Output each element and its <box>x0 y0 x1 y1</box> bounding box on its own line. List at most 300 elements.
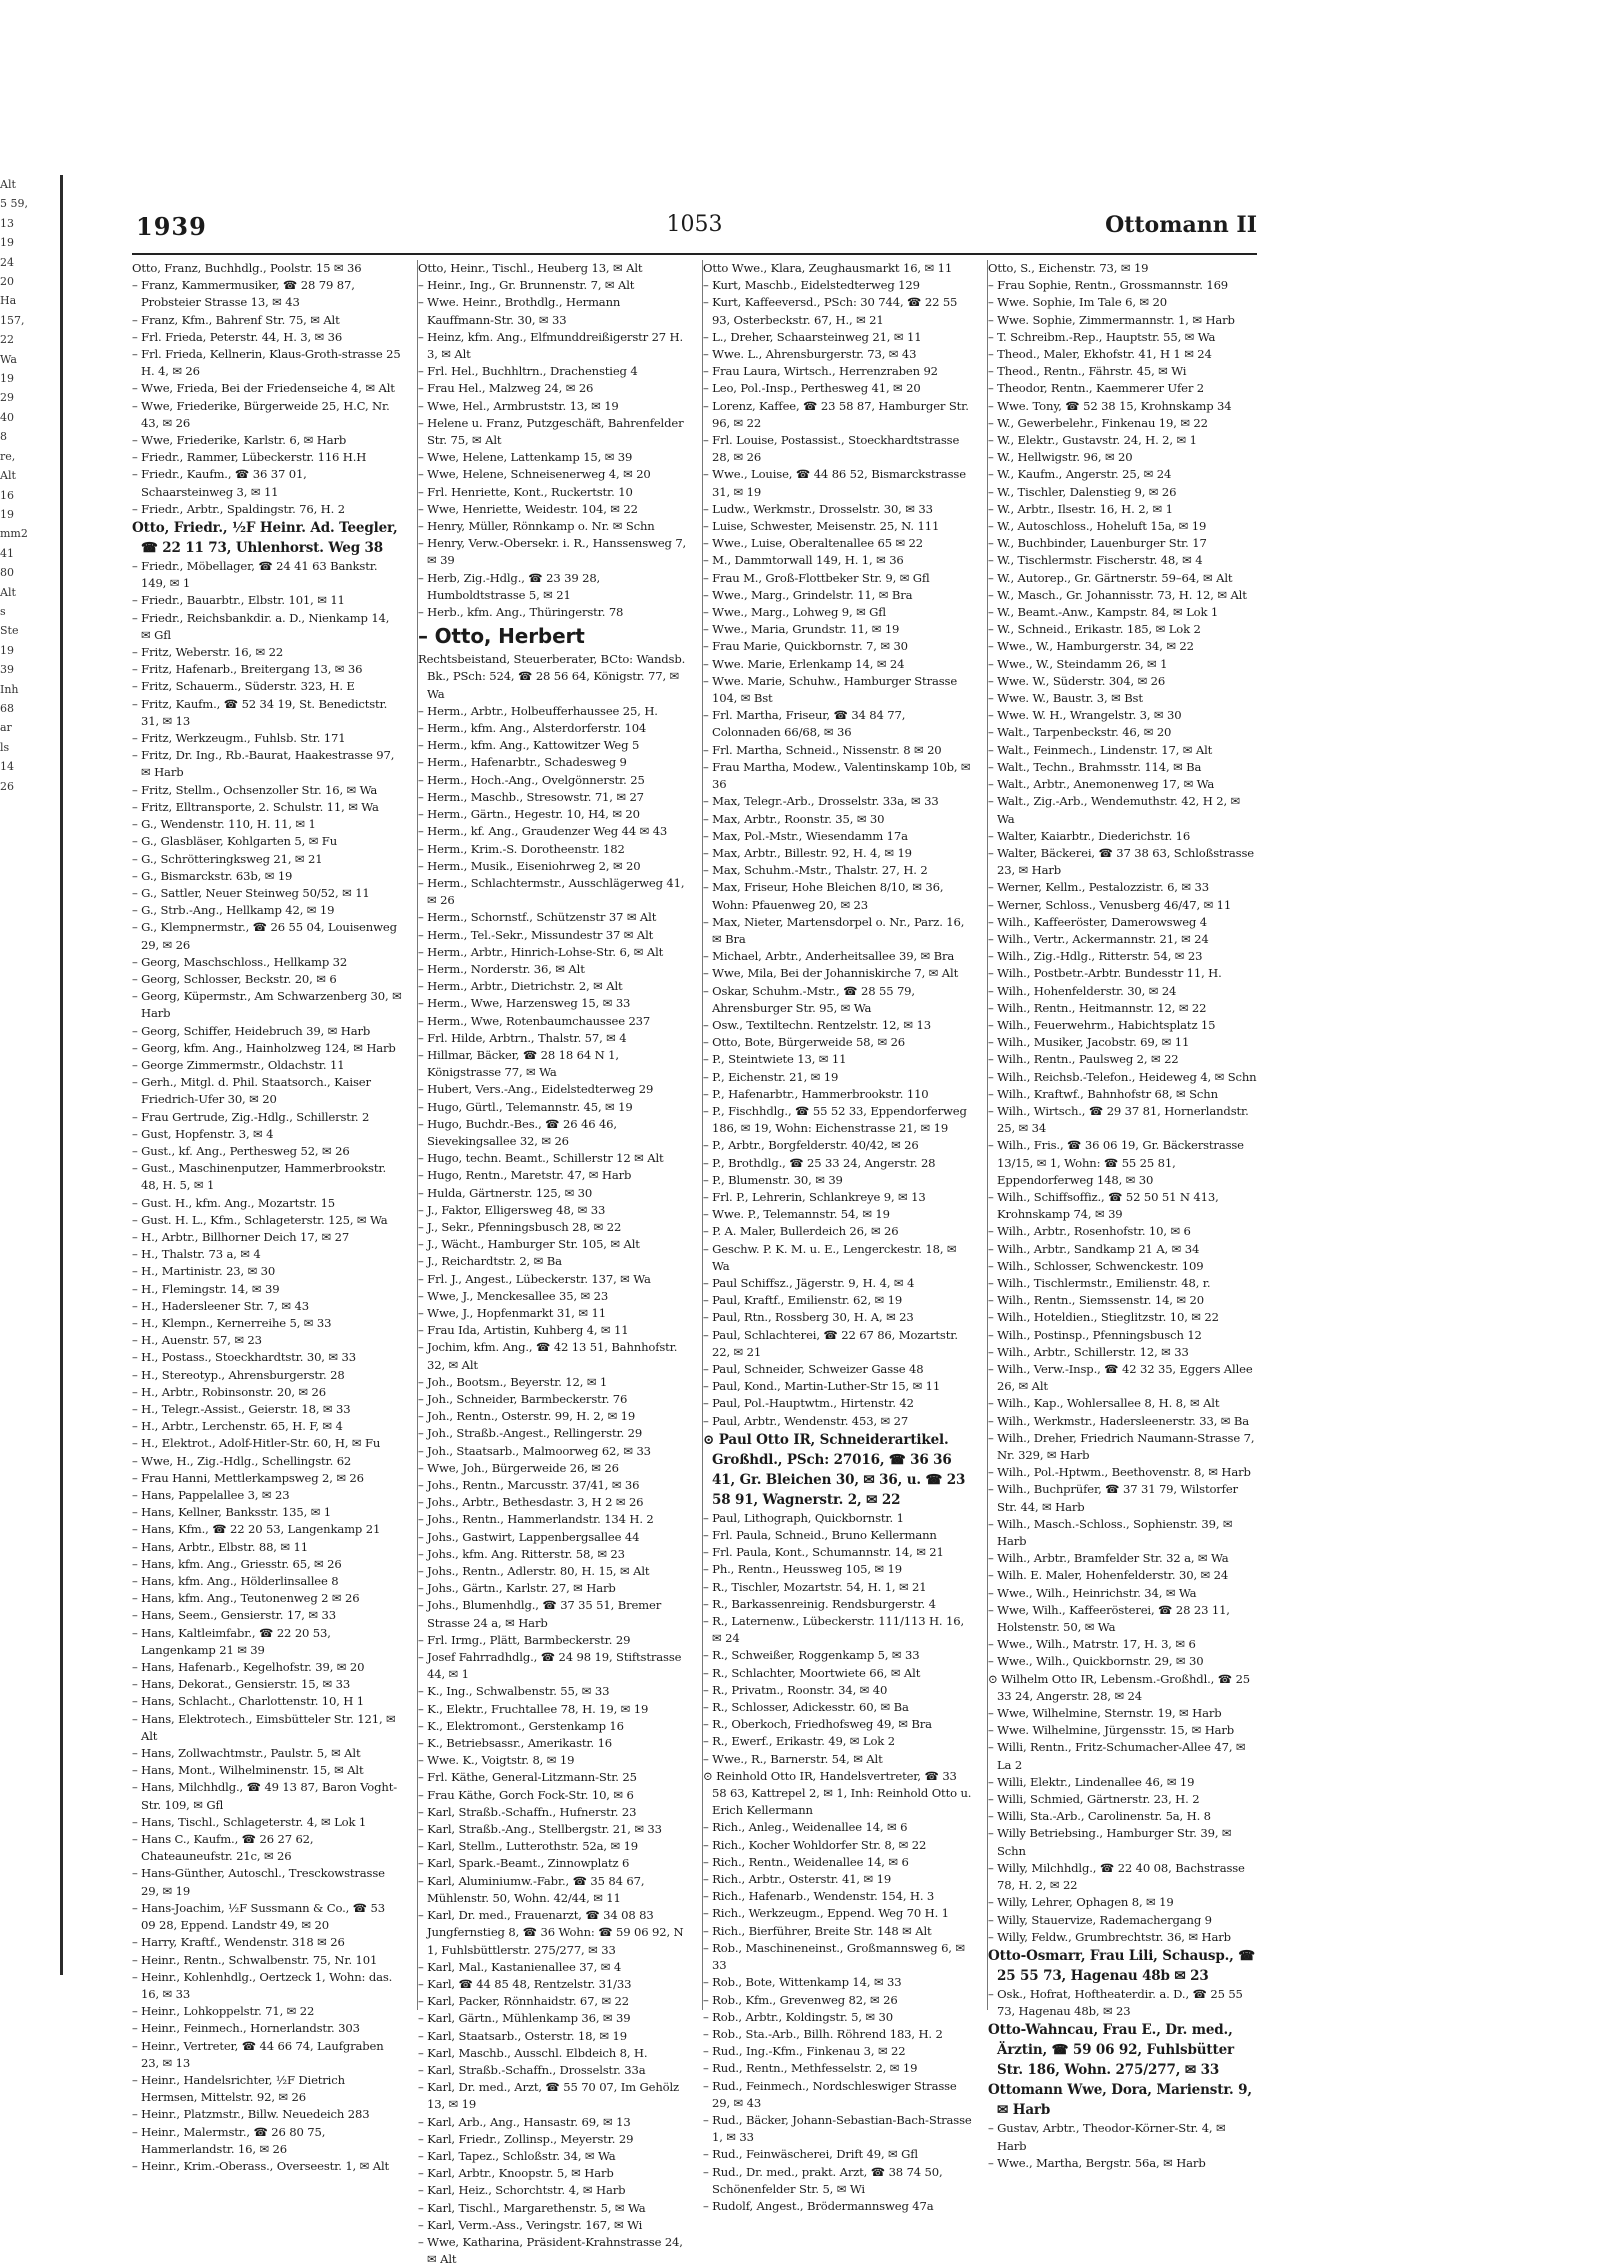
previous-page-fragment: 19 <box>0 507 14 521</box>
directory-entry: – H., Thalstr. 73 a, ✉ 4 <box>132 1247 261 1262</box>
directory-entry: – Wwe, Katharina, Präsident-Krahnstrasse 24, ✉ Alt <box>418 2234 683 2267</box>
column-4 <box>987 260 1258 2170</box>
previous-page-fragment: 157, <box>0 313 25 327</box>
previous-page-fragment: ls <box>0 740 10 754</box>
directory-entry: – Willi, Sta.-Arb., Carolinenstr. 5a, H. 8 <box>988 1809 1211 1824</box>
directory-entry: – Wilh., Postinsp., Pfenningsbusch 12 <box>988 1327 1202 1342</box>
directory-entry: – Hugo, techn. Beamt., Schillerstr 12 ✉ Alt <box>418 1151 664 1166</box>
directory-entry: – R., Ewerf., Erikastr. 49, ✉ Lok 2 <box>703 1734 895 1749</box>
directory-entry: – Heinr., Rentn., Schwalbenstr. 75, Nr. 101 <box>132 1952 378 1967</box>
directory-entry: – Herb, Zig.-Hdlg., ☎ 23 39 28, Humboldtstrasse 5, ✉ 21 <box>418 570 601 602</box>
directory-entry: – Wwe, Frieda, Bei der Friedenseiche 4, ✉ Alt <box>132 381 395 396</box>
directory-entry: – J., Wächt., Hamburger Str. 105, ✉ Alt <box>418 1237 640 1252</box>
directory-entry: – Karl, ☎ 44 85 48, Rentzelstr. 31/33 <box>418 1976 632 1991</box>
directory-entry: – Frl. Paula, Kont., Schumannstr. 14, ✉ 21 <box>703 1545 944 1560</box>
directory-entry: – Hans, Elektrotech., Eimsbütteler Str. 121, ✉ Alt <box>132 1711 396 1743</box>
directory-entry: – Heinr., Vertreter, ☎ 44 66 74, Laufgraben 23, ✉ 13 <box>132 2038 384 2070</box>
directory-entry: – Werner, Kellm., Pestalozzistr. 6, ✉ 33 <box>988 880 1209 895</box>
directory-entry: – Wwe, Helene, Schneisenerweg 4, ✉ 20 <box>418 467 651 482</box>
directory-entry: – W., Beamt.-Anw., Kampstr. 84, ✉ Lok 1 <box>988 605 1219 620</box>
directory-entry: – Joh., Staatsarb., Malmoorweg 62, ✉ 33 <box>418 1443 651 1458</box>
directory-entry: – Wilh., Rentn., Paulsweg 2, ✉ 22 <box>988 1052 1179 1067</box>
directory-entry: – Fritz, Schauerm., Süderstr. 323, H. E <box>132 679 355 694</box>
directory-entry: – Paul, Kraftf., Emilienstr. 62, ✉ 19 <box>703 1293 903 1308</box>
directory-entry: – Wilh., Hohenfelderstr. 30, ✉ 24 <box>988 983 1177 998</box>
directory-entry: – H., Arbtr., Robinsonstr. 20, ✉ 26 <box>132 1384 326 1399</box>
directory-entry: – Rud., Bäcker, Johann-Sebastian-Bach-Strasse 1, ✉ 33 <box>703 2112 972 2145</box>
directory-entry: – Max, Arbtr., Billestr. 92, H. 4, ✉ 19 <box>703 845 912 860</box>
previous-page-fragment: 24 <box>0 255 14 269</box>
directory-entry: – Wwe., Marg., Grindelstr. 11, ✉ Bra <box>703 587 913 602</box>
directory-entry: – Friedr., Bauarbtr., Elbstr. 101, ✉ 11 <box>132 593 345 608</box>
directory-entry: – Wilh., Wirtsch., ☎ 29 37 81, Hornerlandstr. 25, ✉ 34 <box>988 1103 1249 1136</box>
directory-entry: – G., Schrötteringksweg 21, ✉ 21 <box>132 851 323 866</box>
directory-entry: – H., Elektrot., Adolf-Hitler-Str. 60, H, ✉ Fu <box>132 1436 381 1451</box>
directory-entry: – Rudolf, Angest., Brödermannsweg 47a <box>703 2198 934 2213</box>
directory-entry: Ottomann Wwe, Dora, Marienstr. 9, ✉ Harb <box>988 2082 1252 2119</box>
directory-entry: – Paul, Kond., Martin-Luther-Str 15, ✉ 11 <box>703 1379 941 1394</box>
directory-entry: – Hillmar, Bäcker, ☎ 28 18 64 N 1, Königstrasse 77, ✉ Wa <box>418 1047 619 1080</box>
directory-entry: – Heinr., Feinmech., Hornerlandstr. 303 <box>132 2021 360 2036</box>
directory-entry: – Rud., Ing.-Kfm., Finkenau 3, ✉ 22 <box>703 2044 906 2059</box>
previous-page-fragment: re, <box>0 449 16 463</box>
directory-entry: – Joh., Schneider, Barmbeckerstr. 76 <box>418 1392 628 1406</box>
directory-entry: – Rich., Hafenarb., Wendenstr. 154, H. 3 <box>703 1889 935 1904</box>
previous-page-fragment: 19 <box>0 372 14 386</box>
directory-entry: – Hans, Tischl., Schlageterstr. 4, ✉ Lok 1 <box>132 1814 367 1829</box>
directory-entry: – Wwe., Marg., Lohweg 9, ✉ Gfl <box>703 605 886 620</box>
directory-entry: – Hans, Milchhdlg., ☎ 49 13 87, Baron Voght-Str. 109, ✉ Gfl <box>132 1780 397 1812</box>
directory-entry: – Wilh., Arbtr., Rosenhofstr. 10, ✉ 6 <box>988 1224 1191 1239</box>
directory-entry: – Wwe., Louise, ☎ 44 86 52, Bismarckstrasse 31, ✉ 19 <box>703 467 966 499</box>
directory-entry: – L., Dreher, Schaarsteinweg 21, ✉ 11 <box>703 329 922 344</box>
directory-entry: – Wwe., Martha, Bergstr. 56a, ✉ Harb <box>988 2155 1206 2170</box>
directory-entry: – Wilh., Pol.-Hptwm., Beethovenstr. 8, ✉ Harb <box>988 1465 1251 1480</box>
directory-entry: – Walter, Kaiarbtr., Diederichstr. 16 <box>988 828 1191 843</box>
directory-entry: – Hans, Mont., Wilhelminenstr. 15, ✉ Alt <box>132 1763 364 1778</box>
directory-entry: – Herm., kf. Ang., Graudenzer Weg 44 ✉ 43 <box>418 824 668 839</box>
directory-entry: – G., Klempnermstr., ☎ 26 55 04, Louisenweg 29, ✉ 26 <box>132 920 397 952</box>
directory-entry: – Gust., kf. Ang., Perthesweg 52, ✉ 26 <box>132 1143 350 1158</box>
directory-entry: – K., Elektromont., Gerstenkamp 16 <box>418 1718 624 1733</box>
page-number: 1053 <box>666 212 723 237</box>
directory-entry: – Frl. Frieda, Peterstr. 44, H. 3, ✉ 36 <box>132 329 343 344</box>
directory-entry: – Harry, Kraftf., Wendenstr. 318 ✉ 26 <box>132 1935 345 1950</box>
previous-page-fragment: s <box>0 604 6 618</box>
previous-page-fragment: 8 <box>0 430 7 444</box>
directory-entry: – Wwe, Mila, Bei der Johanniskirche 7, ✉ Alt <box>703 966 959 981</box>
directory-entry: – Hans, Seem., Gensierstr. 17, ✉ 33 <box>132 1608 336 1623</box>
directory-entry: – Fritz, Stellm., Ochsenzoller Str. 16, ✉ Wa <box>132 782 378 797</box>
directory-entry: – Hans C., Kaufm., ☎ 26 27 62, Chateauneufstr. 21c, ✉ 26 <box>132 1832 314 1864</box>
directory-entry: – Wwe. W. H., Wrangelstr. 3, ✉ 30 <box>988 708 1182 723</box>
directory-entry: – Frl. Paula, Schneid., Bruno Kellermann <box>703 1528 937 1543</box>
directory-entry: – W., Gewerbelehr., Finkenau 19, ✉ 22 <box>988 415 1208 430</box>
directory-entry: – Wwe, Friederike, Bürgerweide 25, H.C, Nr. 43, ✉ 26 <box>132 398 390 430</box>
directory-entry: – Ph., Rentn., Heussweg 105, ✉ 19 <box>703 1562 902 1577</box>
directory-entry: – George Zimmermstr., Oldachstr. 11 <box>132 1057 345 1072</box>
directory-entry: – W., Hellwigstr. 96, ✉ 20 <box>988 450 1133 465</box>
directory-entry: – Joh., Bootsm., Beyerstr. 12, ✉ 1 <box>418 1374 608 1389</box>
directory-entry: – Max, Schuhm.-Mstr., Thalstr. 27, H. 2 <box>703 863 928 878</box>
directory-entry: – Frau Martha, Modew., Valentinskamp 10b, ✉ 36 <box>703 759 971 792</box>
directory-entry: Otto Wwe., Klara, Zeughausmarkt 16, ✉ 11 <box>703 261 953 275</box>
directory-entry: – Frl. Frieda, Kellnerin, Klaus-Groth-strasse 25 H. 4, ✉ 26 <box>132 347 401 379</box>
directory-entry: – Johs., Blumenhdlg., ☎ 37 35 51, Bremer Strasse 24 a, ✉ Harb <box>418 1598 662 1630</box>
directory-entry: – Wwe, Henriette, Weidestr. 104, ✉ 22 <box>418 501 638 516</box>
directory-entry: – Heinr., Krim.-Oberass., Overseestr. 1, ✉ Alt <box>132 2158 390 2173</box>
directory-entry: – Wilh., Tischlermstr., Emilienstr. 48, r. <box>988 1275 1211 1290</box>
directory-entry: – W., Autorep., Gr. Gärtnerstr. 59–64, ✉ Alt <box>988 570 1233 585</box>
directory-entry: – R., Tischler, Mozartstr. 54, H. 1, ✉ 21 <box>703 1579 927 1594</box>
directory-entry: – Paul, Lithograph, Quickbornstr. 1 <box>703 1510 904 1525</box>
running-head: Ottomann II <box>1105 212 1257 238</box>
directory-entry: – Paul, Schneider, Schweizer Gasse 48 <box>703 1362 924 1376</box>
directory-entry: – Wwe, Wilh., Kaffeerösterei, ☎ 28 23 11, Holstenstr. 50, ✉ Wa <box>988 1602 1230 1635</box>
directory-entry: – Rich., Kocher Wohldorfer Str. 8, ✉ 22 <box>703 1837 927 1852</box>
directory-entry: – P., Arbtr., Borgfelderstr. 40/42, ✉ 26 <box>703 1138 919 1153</box>
directory-entry: – Wwe, H., Zig.-Hdlg., Schellingstr. 62 <box>132 1453 352 1468</box>
directory-entry: – Johs., kfm. Ang. Ritterstr. 58, ✉ 23 <box>418 1546 625 1561</box>
directory-entry: – Willi, Rentn., Fritz-Schumacher-Allee 47, ✉ La 2 <box>988 1740 1246 1772</box>
directory-entry: – Rich., Rentn., Weidenallee 14, ✉ 6 <box>703 1854 909 1869</box>
directory-entry: – Frau Hel., Malzweg 24, ✉ 26 <box>418 381 594 396</box>
directory-entry: – Frl. Hilde, Arbtrn., Thalstr. 57, ✉ 4 <box>418 1030 627 1045</box>
column-2 <box>417 260 688 2267</box>
previous-page-fragment: 14 <box>0 760 14 774</box>
directory-entry: – Herm., Wwe, Rotenbaumchaussee 237 <box>418 1013 651 1028</box>
directory-entry: – Karl, Straßb.-Schaffn., Hufnerstr. 23 <box>418 1804 637 1819</box>
directory-entry: – P., Brothdlg., ☎ 25 33 24, Angerstr. 28 <box>703 1155 936 1170</box>
directory-entry: – Wwe. P., Telemannstr. 54, ✉ 19 <box>703 1207 890 1222</box>
directory-entry: – Karl, Packer, Rönnhaidstr. 67, ✉ 22 <box>418 1994 630 2009</box>
directory-entry: – Franz, Kammermusiker, ☎ 28 79 87, Probsteier Strasse 13, ✉ 43 <box>132 278 355 310</box>
directory-entry: – Heinr., Platzmstr., Billw. Neuedeich 283 <box>132 2107 370 2122</box>
directory-entry: – Wwe, Wilhelmine, Sternstr. 19, ✉ Harb <box>988 1706 1222 1721</box>
directory-entry: – Friedr., Rammer, Lübeckerstr. 116 H.H <box>132 450 367 465</box>
directory-entry: – Wilh., Kraftwf., Bahnhofstr 68, ✉ Schn <box>988 1086 1218 1101</box>
directory-entry: – W., Buchbinder, Lauenburger Str. 17 <box>988 536 1207 551</box>
directory-entry: – Walt., Techn., Brahmsstr. 114, ✉ Ba <box>988 759 1202 774</box>
directory-entry: – K., Elektr., Fruchtallee 78, H. 19, ✉ 19 <box>418 1701 649 1716</box>
directory-entry: – Wilh., Feuerwehrm., Habichtsplatz 15 <box>988 1017 1216 1032</box>
column-1 <box>132 260 402 2173</box>
directory-entry: – Wilh., Schlosser, Schwenckestr. 109 <box>988 1258 1204 1273</box>
directory-entry: – Walt., Arbtr., Anemonenweg 17, ✉ Wa <box>988 777 1215 792</box>
directory-entry: – Rud., Dr. med., prakt. Arzt, ☎ 38 74 50, Schönenfelder Str. 5, ✉ Wi <box>703 2164 943 2196</box>
previous-page-fragment: 19 <box>0 236 14 250</box>
previous-page-fragment: 68 <box>0 701 14 715</box>
directory-entry: – W., Tischlermstr. Fischerstr. 48, ✉ 4 <box>988 553 1203 568</box>
directory-entry: – Wilh., Buchprüfer, ☎ 37 31 79, Wilstorfer Str. 44, ✉ Harb <box>988 1482 1238 1514</box>
directory-entry: – K., Betriebsassr., Amerikastr. 16 <box>418 1736 613 1751</box>
directory-entry: – Geschw. P. K. M. u. E., Lengerckestr. 18, ✉ Wa <box>703 1241 957 1273</box>
directory-entry: – Rud., Feinmech., Nordschleswiger Strasse 29, ✉ 43 <box>703 2078 957 2110</box>
directory-entry: – Ludw., Werkmstr., Drosselstr. 30, ✉ 33 <box>703 501 933 516</box>
directory-entry: – Karl, Arb., Ang., Hansastr. 69, ✉ 13 <box>418 2114 631 2129</box>
directory-entry: – Fritz, Dr. Ing., Rb.-Baurat, Haakestrasse 97, ✉ Harb <box>132 748 395 780</box>
directory-entry: – H., Flemingstr. 14, ✉ 39 <box>132 1281 280 1296</box>
directory-entry: – R., Schlachter, Moortwiete 66, ✉ Alt <box>703 1665 921 1680</box>
directory-entry: – Willy, Feldw., Grumbrechtstr. 36, ✉ Harb <box>988 1929 1231 1944</box>
directory-entry: – Heinr., Lohkoppelstr. 71, ✉ 22 <box>132 2004 315 2019</box>
directory-page <box>132 210 1257 2267</box>
directory-entry: – Leo, Pol.-Insp., Perthesweg 41, ✉ 20 <box>703 381 921 396</box>
directory-entry: – Frau Gertrude, Zig.-Hdlg., Schillerstr. 2 <box>132 1109 370 1124</box>
directory-entry: – J., Sekr., Pfenningsbusch 28, ✉ 22 <box>418 1219 622 1234</box>
directory-entry: – Karl, Dr. med., Arzt, ☎ 55 70 07, Im Gehölz 13, ✉ 19 <box>418 2080 680 2112</box>
previous-page-fragment: Alt <box>0 178 16 191</box>
directory-entry: – H., Postass., Stoeckhardtstr. 30, ✉ 33 <box>132 1350 356 1365</box>
directory-entry: – Johs., Gastwirt, Lappenbergsallee 44 <box>418 1529 640 1544</box>
directory-entry: – Willi, Elektr., Lindenallee 46, ✉ 19 <box>988 1774 1195 1789</box>
directory-entry: – Walt., Tarpenbeckstr. 46, ✉ 20 <box>988 725 1172 740</box>
directory-entry: – Wwe, Helene, Lattenkamp 15, ✉ 39 <box>418 450 633 465</box>
directory-entry: – Herb., kfm. Ang., Thüringerstr. 78 <box>418 605 624 620</box>
directory-entry: – P., Blumenstr. 30, ✉ 39 <box>703 1172 843 1187</box>
directory-entry: – Herm., Arbtr., Dietrichstr. 2, ✉ Alt <box>418 979 623 994</box>
directory-entry: – Herm., Norderstr. 36, ✉ Alt <box>418 961 585 976</box>
directory-entry: – Willy, Stauervize, Rademachergang 9 <box>988 1912 1212 1927</box>
directory-entry: Otto, Friedr., ½F Heinr. Ad. Teegler, ☎ 22 11 73, Uhlenhorst. Weg 38 <box>132 520 398 557</box>
directory-entry: – G., Wendenstr. 110, H. 11, ✉ 1 <box>132 817 316 832</box>
directory-entry: – Rich., Bierführer, Breite Str. 148 ✉ Alt <box>703 1923 932 1938</box>
directory-entry: – Karl, Arbtr., Knoopstr. 5, ✉ Harb <box>418 2166 614 2181</box>
previous-page-fragment: 39 <box>0 663 14 677</box>
directory-entry: – W., Autoschloss., Hoheluft 15a, ✉ 19 <box>988 519 1207 534</box>
directory-entry: – Wwe. W., Süderstr. 304, ✉ 26 <box>988 673 1166 688</box>
directory-entry: – H., Auenstr. 57, ✉ 23 <box>132 1333 262 1348</box>
directory-entry: – Karl, Spark.-Beamt., Zinnowplatz 6 <box>418 1856 630 1871</box>
directory-entry: – Gust. H. L., Kfm., Schlageterstr. 125, ✉ Wa <box>132 1212 388 1227</box>
directory-entry: – G., Strb.-Ang., Hellkamp 42, ✉ 19 <box>132 903 335 918</box>
directory-entry: – Hulda, Gärtnerstr. 125, ✉ 30 <box>418 1185 593 1200</box>
directory-entry: – Herm., kfm. Ang., Alsterdorferstr. 104 <box>418 721 647 736</box>
directory-entry: ⊙ Wilhelm Otto IR, Lebensm.-Großhdl., ☎ 25 33 24, Angerstr. 28, ✉ 24 <box>988 1671 1251 1703</box>
directory-entry: – Wilh., Vertr., Ackermannstr. 21, ✉ 24 <box>988 931 1209 946</box>
directory-entry: – Fritz, Kaufm., ☎ 52 34 19, St. Benedictstr. 31, ✉ 13 <box>132 696 388 728</box>
directory-entry: – Friedr., Kaufm., ☎ 36 37 01, Schaarsteinweg 3, ✉ 11 <box>132 467 307 499</box>
directory-entry: – Heinr., Malermstr., ☎ 26 80 75, Hammerlandstr. 16, ✉ 26 <box>132 2124 326 2156</box>
directory-entry: – Georg, kfm. Ang., Hainholzweg 124, ✉ Harb <box>132 1040 396 1055</box>
directory-entry: – Hans, kfm. Ang., Hölderlinsallee 8 <box>132 1574 339 1589</box>
directory-entry: – Paul Schiffsz., Jägerstr. 9, H. 4, ✉ 4 <box>703 1275 915 1290</box>
previous-page-fragment: ar <box>0 721 12 735</box>
directory-entry: – Wwe., Luise, Oberaltenallee 65 ✉ 22 <box>703 536 924 551</box>
header-rule <box>132 253 1257 255</box>
directory-entry: – Hans, kfm. Ang., Griesstr. 65, ✉ 26 <box>132 1556 342 1571</box>
directory-entry: – Frau Laura, Wirtsch., Herrenzraben 92 <box>703 364 938 379</box>
directory-entry: – Wwe. K., Voigtstr. 8, ✉ 19 <box>418 1753 575 1768</box>
directory-entry: – Paul, Rtn., Rossberg 30, H. A, ✉ 23 <box>703 1310 914 1325</box>
previous-page-fragment: Alt <box>0 585 16 599</box>
directory-entry: – Willy Betriebsing., Hamburger Str. 39, ✉ Schn <box>988 1826 1232 1858</box>
directory-entry: – Hans, kfm. Ang., Teutonenweg 2 ✉ 26 <box>132 1591 360 1606</box>
directory-entry: – H., Hadersleener Str. 7, ✉ 43 <box>132 1298 309 1313</box>
directory-entry: – Wilh., Arbtr., Schillerstr. 12, ✉ 33 <box>988 1344 1189 1359</box>
directory-entry: – Theod., Maler, Ekhofstr. 41, H 1 ✉ 24 <box>988 347 1212 362</box>
directory-entry: – Walter, Bäckerei, ☎ 37 38 63, Schloßstrasse 23, ✉ Harb <box>988 845 1254 878</box>
previous-page-fragment: 29 <box>0 391 14 405</box>
directory-entry: – Karl, Tischl., Margarethenstr. 5, ✉ Wa <box>418 2200 646 2215</box>
directory-entry: – Hans, Pappelallee 3, ✉ 23 <box>132 1488 290 1503</box>
directory-entry: – Max, Arbtr., Roonstr. 35, ✉ 30 <box>703 811 885 826</box>
directory-entry: – Gust., Maschinenputzer, Hammerbrookstr. 48, H. 5, ✉ 1 <box>132 1161 387 1193</box>
directory-entry: – Herm., Musik., Eiseniohrweg 2, ✉ 20 <box>418 858 641 873</box>
directory-entry: – Wwe., Wilh., Matrstr. 17, H. 3, ✉ 6 <box>988 1637 1196 1652</box>
directory-entry: – Lorenz, Kaffee, ☎ 23 58 87, Hamburger Str. 96, ✉ 22 <box>703 398 969 430</box>
directory-entry: – J., Reichardtstr. 2, ✉ Ba <box>418 1254 562 1269</box>
directory-entry: – Theodor, Rentn., Kaemmerer Ufer 2 <box>988 381 1204 396</box>
directory-entry: – K., Ing., Schwalbenstr. 55, ✉ 33 <box>418 1684 610 1699</box>
directory-entry: – Oskar, Schuhm.-Mstr., ☎ 28 55 79, Ahrensburger Str. 95, ✉ Wa <box>703 983 915 1015</box>
directory-entry: – Fritz, Hafenarb., Breitergang 13, ✉ 36 <box>132 662 363 677</box>
directory-entry: – Otto, Herbert <box>418 624 585 649</box>
directory-entry: – Rud., Rentn., Methfesselstr. 2, ✉ 19 <box>703 2061 918 2076</box>
directory-entry: – Frl. Henriette, Kont., Ruckertstr. 10 <box>418 484 633 499</box>
directory-entry: – Herm., Maschb., Stresowstr. 71, ✉ 27 <box>418 789 644 804</box>
directory-entry: – Wwe., W., Steindamm 26, ✉ 1 <box>988 656 1168 671</box>
directory-entry: – Karl, Verm.-Ass., Veringstr. 167, ✉ Wi <box>418 2217 643 2232</box>
directory-entry: – Wilh., Kap., Wohlersallee 8, H. 8, ✉ Alt <box>988 1396 1220 1411</box>
directory-entry: – R., Oberkoch, Friedhofsweg 49, ✉ Bra <box>703 1717 932 1732</box>
directory-entry: Rechtsbeistand, Steuerberater, BCto: Wandsb. Bk., PSch: 524, ☎ 28 56 64, Königstr. 77, ✉ Wa <box>418 652 686 701</box>
previous-page-fragment: Wa <box>0 352 17 366</box>
directory-entry: – Wilh., Rentn., Heitmannstr. 12, ✉ 22 <box>988 1000 1207 1015</box>
directory-entry: – Frl. Irmg., Plätt, Barmbeckerstr. 29 <box>418 1632 631 1647</box>
directory-entry: – Frl. P., Lehrerin, Schlankreye 9, ✉ 13 <box>703 1189 926 1204</box>
directory-entry: – Wwe. Sophie, Zimmermannstr. 1, ✉ Harb <box>988 312 1235 327</box>
directory-entry: – Henry, Verw.-Obersekr. i. R., Hanssensweg 7, ✉ 39 <box>418 536 687 568</box>
directory-entry: – Willy, Milchhdlg., ☎ 22 40 08, Bachstrasse 78, H. 2, ✉ 22 <box>988 1860 1245 1893</box>
directory-entry: – Walt., Zig.-Arb., Wendemuthstr. 42, H 2, ✉ Wa <box>988 794 1241 826</box>
directory-entry: – Frl. Martha, Schneid., Nissenstr. 8 ✉ 20 <box>703 742 942 757</box>
directory-entry: – W., Tischler, Dalenstieg 9, ✉ 26 <box>988 484 1177 499</box>
directory-entry: – H., Telegr.-Assist., Geierstr. 18, ✉ 33 <box>132 1402 351 1416</box>
directory-entry: – Wilh., Fris., ☎ 36 06 19, Gr. Bäckerstrasse 13/15, ✉ 1, Wohn: ☎ 55 25 81, Eppendorferweg 148, ✉ 30 <box>988 1138 1244 1187</box>
directory-entry: – Georg, Schiffer, Heidebruch 39, ✉ Harb <box>132 1023 371 1038</box>
directory-entry: – Wwe. Marie, Schuhw., Hamburger Strasse 104, ✉ Bst <box>703 673 958 706</box>
directory-entry: – G., Bismarckstr. 63b, ✉ 19 <box>132 868 293 883</box>
directory-entry: – Wwe. L., Ahrensburgerstr. 73, ✉ 43 <box>703 347 917 362</box>
directory-entry: – Wilh., Hoteldien., Stieglitzstr. 10, ✉ 22 <box>988 1310 1219 1325</box>
directory-entry: – Frau M., Groß-Flottbeker Str. 9, ✉ Gfl <box>703 570 930 585</box>
directory-entry: – M., Dammtorwall 149, H. 1, ✉ 36 <box>703 553 904 568</box>
directory-entry: – Franz, Kfm., Bahrenf Str. 75, ✉ Alt <box>132 312 340 327</box>
directory-entry: – W., Masch., Gr. Johannisstr. 73, H. 12, ✉ Alt <box>988 587 1247 602</box>
directory-entry: Otto, S., Eichenstr. 73, ✉ 19 <box>988 261 1149 275</box>
directory-entry: – Wwe. Wilhelmine, Jürgensstr. 15, ✉ Harb <box>988 1723 1235 1738</box>
directory-entry: – Max, Nieter, Martensdorpel o. Nr., Parz. 16, ✉ Bra <box>703 914 965 946</box>
previous-page-fragment: 16 <box>0 488 14 502</box>
directory-entry: Otto, Heinr., Tischl., Heuberg 13, ✉ Alt <box>418 261 643 275</box>
directory-entry: – R., Privatm., Roonstr. 34, ✉ 40 <box>703 1682 888 1697</box>
directory-entry: – G., Sattler, Neuer Steinweg 50/52, ✉ 11 <box>132 885 370 900</box>
directory-entry: – Rich., Werkzeugm., Eppend. Weg 70 H. 1 <box>703 1906 949 1921</box>
directory-entry: – Heinr., Ing., Gr. Brunnenstr. 7, ✉ Alt <box>418 278 635 293</box>
directory-entry: – Rob., Sta.-Arb., Billh. Röhrend 183, H. 2 <box>703 2026 943 2041</box>
directory-entry: – Johs., Rentn., Marcusstr. 37/41, ✉ 36 <box>418 1478 640 1493</box>
directory-entry: – Luise, Schwester, Meisenstr. 25, N. 111 <box>703 519 940 534</box>
directory-entry: – Frl. J., Angest., Lübeckerstr. 137, ✉ Wa <box>418 1271 651 1286</box>
directory-entry: – Rob., Bote, Wittenkamp 14, ✉ 33 <box>703 1975 902 1990</box>
directory-entry: – Heinr., Handelsrichter, ½F Dietrich Hermsen, Mittelstr. 92, ✉ 26 <box>132 2072 345 2105</box>
directory-entry: – Gust, Hopfenstr. 3, ✉ 4 <box>132 1126 274 1141</box>
directory-entry: – Herm., Schornstf., Schützenstr 37 ✉ Alt <box>418 910 657 925</box>
previous-page-fragment: 80 <box>0 566 14 580</box>
directory-entry: – Hans, Kellner, Banksstr. 135, ✉ 1 <box>132 1505 332 1520</box>
directory-entry: – G., Glasbläser, Kohlgarten 5, ✉ Fu <box>132 834 338 849</box>
directory-entry: – Hans, Hafenarb., Kegelhofstr. 39, ✉ 20 <box>132 1660 365 1675</box>
directory-entry: – Johs., Rentn., Hammerlandstr. 134 H. 2 <box>418 1512 654 1527</box>
directory-entry: – Frau Marie, Quickbornstr. 7, ✉ 30 <box>703 639 908 654</box>
directory-entry: – Rob., Maschineneinst., Großmannsweg 6, ✉ 33 <box>703 1940 965 1973</box>
directory-entry: – Wwe., R., Barnerstr. 54, ✉ Alt <box>703 1751 883 1766</box>
previous-page-fragment: 26 <box>0 779 14 793</box>
directory-entry: Otto-Wahncau, Frau E., Dr. med., Ärztin, ☎ 59 06 92, Fuhlsbütter Str. 186, Wohn. 275/277, ✉ 33 <box>988 2022 1234 2079</box>
directory-entry: – R., Schlosser, Adickesstr. 60, ✉ Ba <box>703 1700 909 1715</box>
directory-entry: – Karl, Straßb.-Schaffn., Drosselstr. 33a <box>418 2062 646 2077</box>
directory-entry: – Max, Telegr.-Arb., Drosselstr. 33a, ✉ 33 <box>703 794 939 809</box>
directory-entry: – Frl. Käthe, General-Litzmann-Str. 25 <box>418 1770 637 1785</box>
previous-page-edge <box>0 175 63 1975</box>
directory-entry: – Max, Friseur, Hohe Bleichen 8/10, ✉ 36, Wohn: Pfauenweg 20, ✉ 23 <box>703 880 944 912</box>
directory-entry: – Fritz, Weberstr. 16, ✉ 22 <box>132 645 284 660</box>
directory-entry: – Heinr., Kohlenhdlg., Oertzeck 1, Wohn: das. 16, ✉ 33 <box>132 1969 393 2001</box>
directory-entry: – Werner, Schloss., Venusberg 46/47, ✉ 11 <box>988 897 1232 912</box>
directory-entry: – Herm., Arbtr., Hinrich-Lohse-Str. 6, ✉ Alt <box>418 944 664 959</box>
previous-page-fragment: Inh <box>0 682 19 696</box>
directory-entry: – Michael, Arbtr., Anderheitsallee 39, ✉ Bra <box>703 949 955 964</box>
directory-entry: – Karl, Friedr., Zollinsp., Meyerstr. 29 <box>418 2131 634 2146</box>
directory-entry: – Wwe, J., Menckesallee 35, ✉ 23 <box>418 1288 609 1303</box>
directory-entry: – Frau Sophie, Rentn., Grossmannstr. 169 <box>988 278 1229 293</box>
directory-entry: – Karl, Staatsarb., Osterstr. 18, ✉ 19 <box>418 2028 627 2043</box>
directory-entry: – Joh., Rentn., Osterstr. 99, H. 2, ✉ 19 <box>418 1409 636 1424</box>
directory-entry: – R., Barkassenreinig. Rendsburgerstr. 4 <box>703 1596 936 1611</box>
directory-entry: Otto-Osmarr, Frau Lili, Schausp., ☎ 25 55 73, Hagenau 48b ✉ 23 <box>988 1947 1255 1984</box>
directory-entry: – Herm., Tel.-Sekr., Missundestr 37 ✉ Alt <box>418 927 654 942</box>
directory-entry: – Wilh., Verw.-Insp., ☎ 42 32 35, Eggers Allee 26, ✉ Alt <box>988 1362 1253 1394</box>
directory-entry: – P., Eichenstr. 21, ✉ 19 <box>703 1069 839 1084</box>
directory-entry: – Wwe. W., Baustr. 3, ✉ Bst <box>988 691 1143 706</box>
directory-entry: – T. Schreibm.-Rep., Hauptstr. 55, ✉ Wa <box>988 329 1216 344</box>
directory-entry: – H., Arbtr., Lerchenstr. 65, H. F, ✉ 4 <box>132 1419 343 1434</box>
directory-entry: – Hubert, Vers.-Ang., Eidelstedterweg 29 <box>418 1082 654 1097</box>
directory-entry: – Frau Ida, Artistin, Kuhberg 4, ✉ 11 <box>418 1323 629 1338</box>
directory-entry: – Friedr., Arbtr., Spaldingstr. 76, H. 2 <box>132 501 345 516</box>
previous-page-fragment: Alt <box>0 469 16 483</box>
directory-entry: – Rich., Arbtr., Osterstr. 41, ✉ 19 <box>703 1872 892 1887</box>
directory-entry: – P., Fischhdlg., ☎ 55 52 33, Eppendorferweg 186, ✉ 19, Wohn: Eichenstrasse 21, ✉ 19 <box>703 1103 967 1136</box>
directory-entry: Otto, Franz, Buchhdlg., Poolstr. 15 ✉ 36 <box>132 261 362 275</box>
directory-entry: – Hugo, Rentn., Maretstr. 47, ✉ Harb <box>418 1168 632 1183</box>
directory-entry: – Herm., kfm. Ang., Kattowitzer Weg 5 <box>418 738 640 753</box>
directory-entry: – W., Kaufm., Angerstr. 25, ✉ 24 <box>988 467 1172 482</box>
directory-entry: – Otto, Bote, Bürgerweide 58, ✉ 26 <box>703 1035 906 1050</box>
directory-entry: – Wilh., Arbtr., Bramfelder Str. 32 a, ✉ Wa <box>988 1551 1229 1566</box>
page-year: 1939 <box>136 212 207 241</box>
directory-entry: – Rud., Feinwäscherei, Drift 49, ✉ Gfl <box>703 2147 918 2162</box>
directory-entry: – Osw., Textiltechn. Rentzelstr. 12, ✉ 13 <box>703 1017 931 1032</box>
directory-entry: – Frl. Martha, Friseur, ☎ 34 84 77, Colonnaden 66/68, ✉ 36 <box>703 708 906 740</box>
directory-entry: – Frau Käthe, Gorch Fock-Str. 10, ✉ 6 <box>418 1787 634 1802</box>
directory-entry: – Walt., Feinmech., Lindenstr. 17, ✉ Alt <box>988 742 1213 757</box>
directory-entry: – Fritz, Elltransporte, 2. Schulstr. 11, ✉ Wa <box>132 799 379 814</box>
directory-entry: – Hans, Dekorat., Gensierstr. 15, ✉ 33 <box>132 1677 351 1692</box>
directory-entry: – Kurt, Maschb., Eidelstedterweg 129 <box>703 278 920 293</box>
directory-columns <box>132 260 1257 2267</box>
